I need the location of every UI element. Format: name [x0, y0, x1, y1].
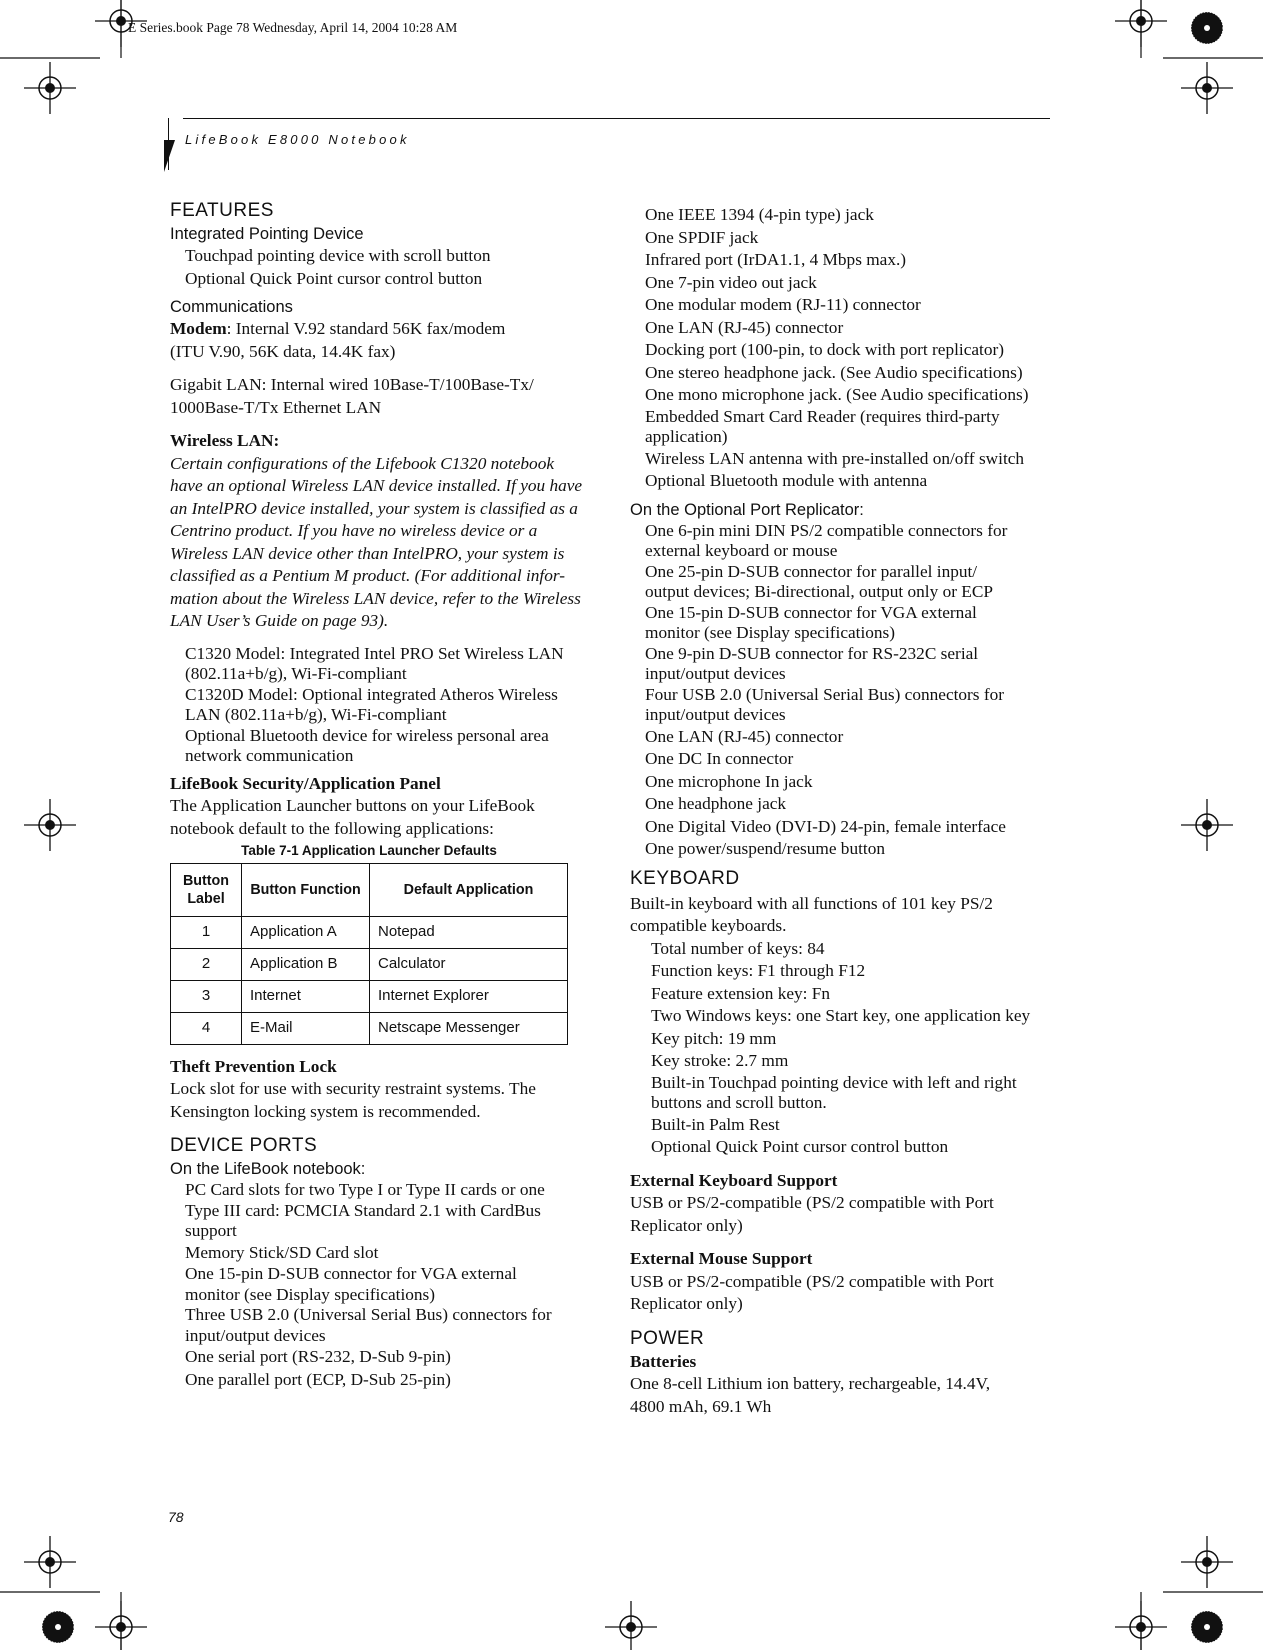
table-row [171, 1012, 568, 1044]
features-heading: FEATURES [170, 200, 274, 221]
external-mouse-text: USB or PS/2-compatible (PS/2 compatible with Port [630, 1271, 994, 1291]
right-column [630, 204, 1060, 1418]
keyboard-heading: KEYBOARD [630, 867, 740, 889]
table-cell: Notepad [370, 916, 568, 948]
wlan-item: LAN (802.11a+b/g), Wi-Fi-compliant [185, 705, 447, 724]
keyboard-item: Built-in Palm Rest [651, 1114, 780, 1134]
port-item: Infrared port (IrDA1.1, 4 Mbps max.) [645, 250, 907, 269]
port-item: One IEEE 1394 (4-pin type) jack [645, 205, 874, 224]
power-heading: POWER [630, 1327, 705, 1349]
wlan-item: C1320 Model: Integrated Intel PRO Set Wireless LAN [185, 643, 564, 663]
external-keyboard-text: Replicator only) [630, 1215, 743, 1235]
table-header: Button Label [171, 863, 242, 916]
port-item: Embedded Smart Card Reader (requires third-party [645, 406, 1000, 426]
keyboard-item: Key pitch: 19 mm [651, 1028, 777, 1048]
table-caption: Table 7-1 Application Launcher Defaults [241, 843, 497, 858]
table-row [171, 980, 568, 1012]
theft-text: Lock slot for use with security restraint systems. The [170, 1079, 536, 1098]
table-cell: E-Mail [242, 1012, 370, 1044]
table-cell: 4 [171, 1012, 242, 1044]
table-cell: Application B [242, 948, 370, 980]
keyboard-item: buttons and scroll button. [651, 1093, 827, 1112]
modem-label: Modem [170, 319, 227, 338]
port-item: One modular modem (RJ-11) connector [645, 295, 921, 314]
port-item: One LAN (RJ-45) connector [645, 317, 844, 337]
wlan-note-line: LAN User’s Guide on page 93). [170, 611, 389, 630]
wlan-item: Optional Bluetooth device for wireless personal area [185, 725, 549, 745]
table-cell: Application A [242, 916, 370, 948]
port-item: One mono microphone jack. (See Audio specifications) [645, 385, 1029, 404]
replicator-item: monitor (see Display specifications) [645, 623, 896, 642]
wlan-note-line: mation about the Wireless LAN device, refer to the Wireless [170, 588, 581, 608]
keyboard-item: Two Windows keys: one Start key, one application key [651, 1006, 1031, 1025]
port-item: Wireless LAN antenna with pre-installed on/off switch [645, 448, 1025, 468]
table-cell: 2 [171, 948, 242, 980]
wlan-item: C1320D Model: Optional integrated Atheros Wireless [185, 684, 558, 704]
replicator-item: One 9-pin D-SUB connector for RS-232C serial [645, 643, 979, 663]
port-item: One 7-pin video out jack [645, 272, 817, 292]
replicator-item: One 6-pin mini DIN PS/2 compatible connectors for [645, 520, 1008, 540]
replicator-item: input/output devices [645, 705, 786, 724]
pointing-device-heading: Integrated Pointing Device [170, 225, 364, 243]
gigabit-line: Gigabit LAN: Internal wired 10Base-T/100Base-Tx/ [170, 375, 534, 394]
keyboard-item: Feature extension key: Fn [651, 983, 831, 1003]
wlan-note-line: an IntelPRO device installed, your system is classified as a [170, 498, 578, 518]
security-text: The Application Launcher buttons on your LifeBook [170, 796, 535, 815]
wireless-lan-heading: Wireless LAN: [170, 431, 280, 450]
batteries-text: One 8-cell Lithium ion battery, rechargeable, 14.4V, [630, 1374, 991, 1393]
gigabit-line: 1000Base-T/Tx Ethernet LAN [170, 397, 382, 417]
external-keyboard-text: USB or PS/2-compatible (PS/2 compatible with Port [630, 1193, 994, 1212]
port-item: One stereo headphone jack. (See Audio specifications) [645, 362, 1023, 382]
pointing-item: Touchpad pointing device with scroll button [185, 246, 491, 265]
batteries-heading: Batteries [630, 1351, 697, 1371]
port-item: Type III card: PCMCIA Standard 2.1 with CardBus [185, 1200, 541, 1220]
replicator-item: One microphone In jack [645, 771, 813, 791]
print-slug: E Series.book Page 78 Wednesday, April 14, 2004 10:28 AM [128, 20, 458, 35]
application-launcher-table [170, 863, 568, 1045]
replicator-item: Four USB 2.0 (Universal Serial Bus) connectors for [645, 684, 1005, 704]
table-cell: Internet [242, 980, 370, 1012]
batteries-text: 4800 mAh, 69.1 Wh [630, 1396, 772, 1416]
port-item: One 15-pin D-SUB connector for VGA external [185, 1264, 517, 1283]
modem-line: (ITU V.90, 56K data, 14.4K fax) [170, 341, 396, 361]
port-replicator-heading: On the Optional Port Replicator: [630, 500, 864, 519]
pointing-item: Optional Quick Point cursor control button [185, 268, 483, 288]
port-item: monitor (see Display specifications) [185, 1284, 436, 1304]
replicator-item: input/output devices [645, 664, 786, 683]
table-cell: Netscape Messenger [370, 1012, 568, 1044]
replicator-item: One headphone jack [645, 794, 787, 813]
wlan-note-line: Centrino product. If you have no wireless device or a [170, 521, 538, 540]
port-item: Three USB 2.0 (Universal Serial Bus) connectors for [185, 1305, 552, 1324]
wlan-note-line: Certain configurations of the Lifebook C1320 notebook [170, 453, 555, 473]
running-head: LifeBook E8000 Notebook [185, 132, 410, 147]
port-item: support [185, 1221, 237, 1240]
external-mouse-text: Replicator only) [630, 1294, 743, 1313]
port-item: One SPDIF jack [645, 227, 759, 247]
table-row [171, 916, 568, 948]
wlan-item: network communication [185, 746, 354, 765]
page-number: 78 [168, 1509, 184, 1525]
port-item: application) [645, 427, 728, 446]
device-ports-heading: DEVICE PORTS [170, 1135, 318, 1156]
wlan-note-line: have an optional Wireless LAN device installed. If you have [170, 476, 583, 495]
keyboard-text: compatible keyboards. [630, 916, 787, 935]
external-mouse-heading: External Mouse Support [630, 1249, 813, 1268]
replicator-item: One DC In connector [645, 749, 794, 768]
table-row [171, 948, 568, 980]
external-keyboard-heading: External Keyboard Support [630, 1170, 838, 1190]
header-rule [183, 118, 1050, 119]
table-cell: 3 [171, 980, 242, 1012]
port-item: Memory Stick/SD Card slot [185, 1242, 379, 1262]
wlan-note-line: Wireless LAN device other than IntelPRO, your system is [170, 543, 565, 563]
wlan-item: (802.11a+b/g), Wi-Fi-compliant [185, 664, 407, 683]
theft-text: Kensington locking system is recommended. [170, 1101, 481, 1121]
table-header: Default Application [370, 863, 568, 916]
port-item: PC Card slots for two Type I or Type II cards or one [185, 1180, 545, 1199]
port-item: Optional Bluetooth module with antenna [645, 471, 928, 490]
table-header: Button Function [242, 863, 370, 916]
on-lifebook-heading: On the LifeBook notebook: [170, 1160, 366, 1178]
table-cell: 1 [171, 916, 242, 948]
left-column [170, 199, 600, 1391]
keyboard-item: Key stroke: 2.7 mm [651, 1051, 789, 1070]
communications-heading: Communications [170, 298, 293, 316]
theft-lock-heading: Theft Prevention Lock [170, 1056, 337, 1076]
security-panel-heading: LifeBook Security/Application Panel [170, 773, 441, 793]
replicator-item: output devices; Bi-directional, output only or ECP [645, 582, 993, 601]
wlan-note-line: classified as a Pentium M product. (For additional infor- [170, 566, 566, 585]
replicator-item: One 25-pin D-SUB connector for parallel input/ [645, 561, 978, 581]
replicator-item: One power/suspend/resume button [645, 839, 885, 858]
header-wedge [164, 140, 175, 172]
port-item: Docking port (100-pin, to dock with port replicator) [645, 340, 1004, 359]
security-text: notebook default to the following applications: [170, 818, 494, 838]
replicator-item: One Digital Video (DVI-D) 24-pin, female interface [645, 816, 1006, 836]
table-cell: Calculator [370, 948, 568, 980]
keyboard-item: Built-in Touchpad pointing device with left and right [651, 1072, 1017, 1092]
keyboard-item: Function keys: F1 through F12 [651, 961, 866, 980]
keyboard-item: Optional Quick Point cursor control button [651, 1137, 949, 1156]
modem-line: Modem: Internal V.92 standard 56K fax/modem [170, 319, 506, 338]
port-item: One parallel port (ECP, D-Sub 25-pin) [185, 1369, 451, 1389]
keyboard-item: Total number of keys: 84 [651, 938, 825, 958]
table-cell: Internet Explorer [370, 980, 568, 1012]
port-item: One serial port (RS-232, D-Sub 9-pin) [185, 1347, 451, 1366]
replicator-item: One LAN (RJ-45) connector [645, 726, 844, 746]
replicator-item: external keyboard or mouse [645, 541, 838, 560]
replicator-item: One 15-pin D-SUB connector for VGA external [645, 602, 977, 622]
port-item: input/output devices [185, 1325, 326, 1345]
keyboard-text: Built-in keyboard with all functions of 101 key PS/2 [630, 893, 993, 913]
